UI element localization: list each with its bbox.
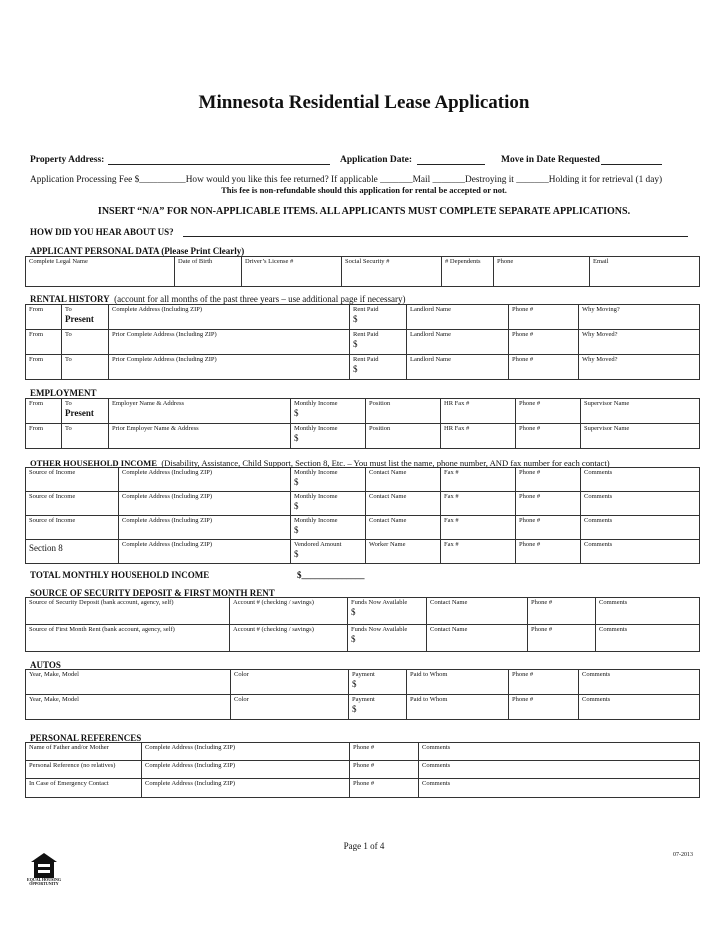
income-fax-cell[interactable]: Fax #	[441, 540, 516, 564]
rental-to-cell[interactable]: To	[62, 355, 109, 380]
rental-from-cell[interactable]: From	[26, 330, 62, 355]
income-address-cell[interactable]: Complete Address (Including ZIP)	[119, 540, 291, 564]
rental-to-cell[interactable]: To	[62, 330, 109, 355]
income-comments-cell[interactable]: Comments	[581, 540, 700, 564]
ref-comments-cell[interactable]: Comments	[419, 761, 700, 779]
income-monthly-cell[interactable]: Monthly Income $	[291, 516, 366, 540]
auto-phone-cell[interactable]: Phone #	[509, 670, 579, 695]
why-moved-cell[interactable]: Why Moved?	[579, 355, 700, 380]
income-fax-cell[interactable]: Fax #	[441, 468, 516, 492]
dob-cell[interactable]: Date of Birth	[175, 257, 242, 287]
income-fax-cell[interactable]: Fax #	[441, 516, 516, 540]
monthly-income-cell[interactable]: Monthly Income $	[291, 399, 366, 424]
hr-fax-cell[interactable]: HR Fax #	[441, 424, 516, 449]
income-monthly-cell[interactable]: Monthly Income $	[291, 468, 366, 492]
ref-address-cell[interactable]: Complete Address (Including ZIP)	[142, 761, 350, 779]
prior-address-cell[interactable]: Prior Complete Address (Including ZIP)	[109, 355, 350, 380]
deposit-account-cell[interactable]: Account # (checking / savings)	[230, 598, 348, 625]
income-comments-cell[interactable]: Comments	[581, 492, 700, 516]
form-code: 07-2013	[673, 852, 693, 858]
employment-from-cell[interactable]: From	[26, 399, 62, 424]
references-table	[25, 742, 700, 798]
rent-paid-cell[interactable]: Rent Paid $	[350, 355, 407, 380]
auto-payment-cell[interactable]: Payment $	[349, 670, 407, 695]
funds-available-cell[interactable]: Funds Now Available $	[348, 598, 427, 625]
employment-from-cell[interactable]: From	[26, 424, 62, 449]
drivers-license-cell[interactable]: Driver’s License #	[242, 257, 342, 287]
employment-table	[25, 398, 700, 449]
total-income-field[interactable]: $______________	[297, 570, 365, 580]
section-household-income: OTHER HOUSEHOLD INCOME (Disability, Assistance, Child Support, Section 8, Etc. – You must list the name, phone number, AND fax number for each contact)	[30, 458, 610, 468]
ref-phone-cell[interactable]: Phone #	[350, 779, 419, 798]
landlord-cell[interactable]: Landlord Name	[407, 355, 509, 380]
deposit-comments-cell[interactable]: Comments	[596, 625, 700, 652]
email-cell[interactable]: Email	[590, 257, 700, 287]
section-personal-references: PERSONAL REFERENCES	[30, 733, 142, 743]
supervisor-cell[interactable]: Supervisor Name	[581, 399, 700, 424]
ssn-cell[interactable]: Social Security #	[342, 257, 442, 287]
ref-name-cell[interactable]: Personal Reference (no relatives)	[26, 761, 142, 779]
income-phone-cell[interactable]: Phone #	[516, 492, 581, 516]
section-employment: EMPLOYMENT	[30, 388, 97, 398]
page-number: Page 1 of 4	[343, 841, 385, 851]
auto-paid-to-cell[interactable]: Paid to Whom	[407, 670, 509, 695]
how-hear-field[interactable]	[183, 236, 688, 237]
deposit-contact-cell[interactable]: Contact Name	[427, 598, 528, 625]
income-address-cell[interactable]: Complete Address (Including ZIP)	[119, 516, 291, 540]
rental-history-table	[25, 304, 700, 380]
income-fax-cell[interactable]: Fax #	[441, 492, 516, 516]
income-contact-cell[interactable]: Contact Name	[366, 492, 441, 516]
autos-table	[25, 669, 700, 720]
income-phone-cell[interactable]: Phone #	[516, 540, 581, 564]
fee-text: Application Processing Fee $__________How would you like this fee returned? If applicable _______Mail _______Destroying it _______Holding it for retrieval (1 day)	[30, 175, 663, 185]
first-rent-source-cell[interactable]: Source of First Month Rent (bank account, agency, self)	[26, 625, 230, 652]
application-date-label: Application Date:	[340, 155, 413, 165]
phone-cell[interactable]: Phone	[494, 257, 590, 287]
section-security-deposit: SOURCE OF SECURITY DEPOSIT & FIRST MONTH RENT	[30, 588, 275, 598]
landlord-phone-cell[interactable]: Phone #	[509, 305, 579, 330]
hr-fax-cell[interactable]: HR Fax #	[441, 399, 516, 424]
ref-phone-cell[interactable]: Phone #	[350, 743, 419, 761]
employer-phone-cell[interactable]: Phone #	[516, 424, 581, 449]
employment-to-cell[interactable]: To Present	[62, 399, 109, 424]
personal-data-table	[25, 256, 700, 287]
deposit-contact-cell[interactable]: Contact Name	[427, 625, 528, 652]
auto-color-cell[interactable]: Color	[231, 670, 349, 695]
nonrefundable-note: This fee is non-refundable should this application for rental be accepted or not.	[221, 185, 507, 195]
vendored-amount-cell[interactable]: Vendored Amount $	[291, 540, 366, 564]
landlord-phone-cell[interactable]: Phone #	[509, 330, 579, 355]
position-cell[interactable]: Position	[366, 399, 441, 424]
property-address-label: Property Address:	[30, 155, 105, 165]
position-cell[interactable]: Position	[366, 424, 441, 449]
ref-address-cell[interactable]: Complete Address (Including ZIP)	[142, 743, 350, 761]
auto-model-cell[interactable]: Year, Make, Model	[26, 670, 231, 695]
income-source-cell[interactable]: Source of Income	[26, 468, 119, 492]
income-contact-cell[interactable]: Contact Name	[366, 516, 441, 540]
equal-housing-caption: EQUAL HOUSING OPPORTUNITY	[27, 877, 61, 886]
prior-address-cell[interactable]: Prior Complete Address (Including ZIP)	[109, 330, 350, 355]
employer-cell[interactable]: Employer Name & Address	[109, 399, 291, 424]
income-address-cell[interactable]: Complete Address (Including ZIP)	[119, 492, 291, 516]
section-autos: AUTOS	[30, 660, 61, 670]
legal-name-cell[interactable]: Complete Legal Name	[26, 257, 175, 287]
employment-to-cell[interactable]: To	[62, 424, 109, 449]
why-moved-cell[interactable]: Why Moved?	[579, 330, 700, 355]
move-in-date-field[interactable]	[601, 164, 662, 165]
deposit-phone-cell[interactable]: Phone #	[528, 598, 596, 625]
monthly-income-cell[interactable]: Monthly Income $	[291, 424, 366, 449]
insert-na-instruction: INSERT “N/A” FOR NON-APPLICABLE ITEMS. ALL APPLICANTS MUST COMPLETE SEPARATE APPLICATIONS.	[97, 206, 631, 217]
auto-color-cell[interactable]: Color	[231, 695, 349, 720]
income-source-cell[interactable]: Source of Income	[26, 516, 119, 540]
ref-name-cell[interactable]: Name of Father and/or Mother	[26, 743, 142, 761]
worker-name-cell[interactable]: Worker Name	[366, 540, 441, 564]
rent-paid-cell[interactable]: Rent Paid $	[350, 305, 407, 330]
rental-to-cell[interactable]: To Present	[62, 305, 109, 330]
auto-paid-to-cell[interactable]: Paid to Whom	[407, 695, 509, 720]
rental-from-cell[interactable]: From	[26, 305, 62, 330]
application-date-field[interactable]	[417, 164, 485, 165]
employer-phone-cell[interactable]: Phone #	[516, 399, 581, 424]
ref-comments-cell[interactable]: Comments	[419, 743, 700, 761]
landlord-cell[interactable]: Landlord Name	[407, 305, 509, 330]
auto-model-cell[interactable]: Year, Make, Model	[26, 695, 231, 720]
deposit-comments-cell[interactable]: Comments	[596, 598, 700, 625]
move-in-date-label: Move in Date Requested	[501, 155, 600, 165]
income-comments-cell[interactable]: Comments	[581, 468, 700, 492]
landlord-cell[interactable]: Landlord Name	[407, 330, 509, 355]
income-comments-cell[interactable]: Comments	[581, 516, 700, 540]
section8-cell[interactable]: Section 8	[26, 540, 119, 564]
property-address-field[interactable]	[108, 164, 330, 165]
income-phone-cell[interactable]: Phone #	[516, 468, 581, 492]
deposit-source-cell[interactable]: Source of Security Deposit (bank account, agency, self)	[26, 598, 230, 625]
rental-from-cell[interactable]: From	[26, 355, 62, 380]
funds-available-cell[interactable]: Funds Now Available $	[348, 625, 427, 652]
auto-phone-cell[interactable]: Phone #	[509, 695, 579, 720]
ref-name-cell[interactable]: In Case of Emergency Contact	[26, 779, 142, 798]
why-moving-cell[interactable]: Why Moving?	[579, 305, 700, 330]
income-address-cell[interactable]: Complete Address (Including ZIP)	[119, 468, 291, 492]
rent-paid-cell[interactable]: Rent Paid $	[350, 330, 407, 355]
auto-comments-cell[interactable]: Comments	[579, 670, 700, 695]
supervisor-cell[interactable]: Supervisor Name	[581, 424, 700, 449]
prior-employer-cell[interactable]: Prior Employer Name & Address	[109, 424, 291, 449]
income-phone-cell[interactable]: Phone #	[516, 516, 581, 540]
auto-comments-cell[interactable]: Comments	[579, 695, 700, 720]
income-monthly-cell[interactable]: Monthly Income $	[291, 492, 366, 516]
household-income-table	[25, 467, 700, 564]
section-personal-data: APPLICANT PERSONAL DATA (Please Print Clearly)	[30, 246, 245, 256]
auto-payment-cell[interactable]: Payment $	[349, 695, 407, 720]
page-title: Minnesota Residential Lease Application	[198, 92, 530, 113]
how-hear-label: HOW DID YOU HEAR ABOUT US?	[30, 227, 174, 237]
dependents-cell[interactable]: # Dependents	[442, 257, 494, 287]
security-deposit-table	[25, 597, 700, 652]
ref-comments-cell[interactable]: Comments	[419, 779, 700, 798]
rental-address-cell[interactable]: Complete Address (Including ZIP)	[109, 305, 350, 330]
section-rental-history: RENTAL HISTORY (account for all months of the past three years – use additional page if necessary)	[30, 294, 406, 304]
income-source-cell[interactable]: Source of Income	[26, 492, 119, 516]
income-contact-cell[interactable]: Contact Name	[366, 468, 441, 492]
ref-address-cell[interactable]: Complete Address (Including ZIP)	[142, 779, 350, 798]
total-income-label: TOTAL MONTHLY HOUSEHOLD INCOME	[30, 570, 210, 580]
deposit-account-cell[interactable]: Account # (checking / savings)	[230, 625, 348, 652]
landlord-phone-cell[interactable]: Phone #	[509, 355, 579, 380]
deposit-phone-cell[interactable]: Phone #	[528, 625, 596, 652]
ref-phone-cell[interactable]: Phone #	[350, 761, 419, 779]
